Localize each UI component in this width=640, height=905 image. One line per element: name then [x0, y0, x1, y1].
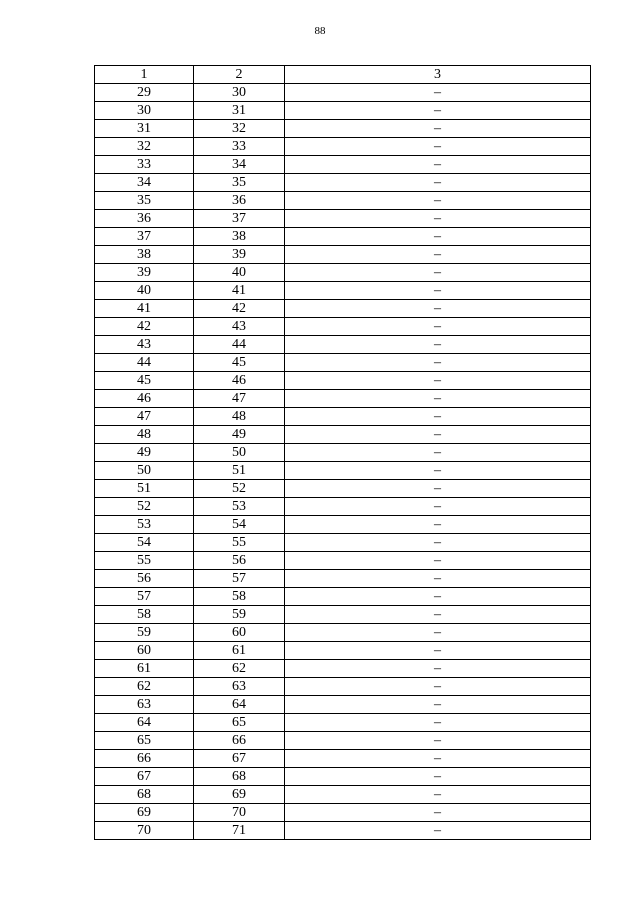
- table-cell-col-2: 38: [194, 228, 285, 246]
- table-cell-col-1: 45: [95, 372, 194, 390]
- table-cell-col-2: 61: [194, 642, 285, 660]
- table-row: [95, 336, 591, 354]
- table-cell-col-1: 34: [95, 174, 194, 192]
- table-cell-col-2: 60: [194, 624, 285, 642]
- table-cell-col-3: –: [285, 624, 591, 642]
- table-cell-col-1: 48: [95, 426, 194, 444]
- table-row: [95, 282, 591, 300]
- table-cell-col-3: –: [285, 768, 591, 786]
- table-cell-col-2: 58: [194, 588, 285, 606]
- table-cell-col-3: –: [285, 588, 591, 606]
- table-cell-col-2: 50: [194, 444, 285, 462]
- table-cell-col-1: 54: [95, 534, 194, 552]
- table-cell-col-3: –: [285, 534, 591, 552]
- table-row: [95, 390, 591, 408]
- table-cell-col-1: 35: [95, 192, 194, 210]
- table-cell-col-3: –: [285, 480, 591, 498]
- table-cell-col-1: 52: [95, 498, 194, 516]
- table-row: [95, 210, 591, 228]
- table-cell-col-3: –: [285, 102, 591, 120]
- table-cell-col-2: 63: [194, 678, 285, 696]
- table-cell-col-3: –: [285, 372, 591, 390]
- table-cell-col-1: 32: [95, 138, 194, 156]
- table-row: [95, 246, 591, 264]
- table-row: [95, 732, 591, 750]
- table-cell-col-2: 30: [194, 84, 285, 102]
- table-row: [95, 786, 591, 804]
- table-row: [95, 480, 591, 498]
- table-cell-col-2: 68: [194, 768, 285, 786]
- table-cell-col-3: –: [285, 696, 591, 714]
- table-cell-col-1: 37: [95, 228, 194, 246]
- table-row: [95, 498, 591, 516]
- table-row: [95, 84, 591, 102]
- table-cell-col-2: 36: [194, 192, 285, 210]
- column-header-2: 2: [194, 66, 285, 84]
- table-row: [95, 534, 591, 552]
- table-row: [95, 426, 591, 444]
- table-cell-col-2: 53: [194, 498, 285, 516]
- table-row: [95, 192, 591, 210]
- page-number: 88: [314, 25, 326, 37]
- table-cell-col-3: –: [285, 660, 591, 678]
- table-cell-col-1: 57: [95, 588, 194, 606]
- table-cell-col-2: 42: [194, 300, 285, 318]
- table-cell-col-2: 34: [194, 156, 285, 174]
- table-cell-col-3: –: [285, 462, 591, 480]
- table-cell-col-1: 44: [95, 354, 194, 372]
- table-cell-col-2: 39: [194, 246, 285, 264]
- table-cell-col-2: 48: [194, 408, 285, 426]
- table-cell-col-2: 52: [194, 480, 285, 498]
- table-cell-col-1: 56: [95, 570, 194, 588]
- table-row: [95, 570, 591, 588]
- table-cell-col-1: 64: [95, 714, 194, 732]
- table-cell-col-1: 67: [95, 768, 194, 786]
- table-cell-col-1: 42: [95, 318, 194, 336]
- table-cell-col-2: 47: [194, 390, 285, 408]
- table-cell-col-3: –: [285, 156, 591, 174]
- table-cell-col-2: 40: [194, 264, 285, 282]
- table-cell-col-2: 46: [194, 372, 285, 390]
- table-cell-col-2: 67: [194, 750, 285, 768]
- table-row: [95, 318, 591, 336]
- table-row: [95, 354, 591, 372]
- table-header-row: [95, 66, 591, 84]
- table-cell-col-2: 64: [194, 696, 285, 714]
- table-cell-col-3: –: [285, 282, 591, 300]
- table-cell-col-1: 69: [95, 804, 194, 822]
- table-cell-col-2: 65: [194, 714, 285, 732]
- table-cell-col-1: 41: [95, 300, 194, 318]
- table-cell-col-2: 33: [194, 138, 285, 156]
- table-row: [95, 624, 591, 642]
- table-row: [95, 768, 591, 786]
- table-row: [95, 588, 591, 606]
- table-cell-col-1: 33: [95, 156, 194, 174]
- table-cell-col-2: 69: [194, 786, 285, 804]
- table-cell-col-3: –: [285, 210, 591, 228]
- table-cell-col-2: 32: [194, 120, 285, 138]
- table-cell-col-3: –: [285, 570, 591, 588]
- table-row: [95, 156, 591, 174]
- table-row: [95, 102, 591, 120]
- table-cell-col-1: 39: [95, 264, 194, 282]
- table-row: [95, 552, 591, 570]
- table-row: [95, 228, 591, 246]
- table-cell-col-1: 31: [95, 120, 194, 138]
- table-cell-col-3: –: [285, 732, 591, 750]
- table-cell-col-1: 38: [95, 246, 194, 264]
- table-row: [95, 408, 591, 426]
- table-cell-col-1: 62: [95, 678, 194, 696]
- table-cell-col-2: 56: [194, 552, 285, 570]
- table-cell-col-2: 70: [194, 804, 285, 822]
- table-cell-col-2: 55: [194, 534, 285, 552]
- table-cell-col-3: –: [285, 120, 591, 138]
- column-header-1: 1: [95, 66, 194, 84]
- table-cell-col-3: –: [285, 174, 591, 192]
- table-row: [95, 678, 591, 696]
- table-cell-col-2: 35: [194, 174, 285, 192]
- table-cell-col-1: 70: [95, 822, 194, 840]
- table-cell-col-2: 31: [194, 102, 285, 120]
- table-cell-col-3: –: [285, 228, 591, 246]
- table-cell-col-2: 59: [194, 606, 285, 624]
- table-cell-col-3: –: [285, 408, 591, 426]
- table-cell-col-2: 62: [194, 660, 285, 678]
- table-cell-col-2: 45: [194, 354, 285, 372]
- table-cell-col-2: 49: [194, 426, 285, 444]
- table-cell-col-3: –: [285, 678, 591, 696]
- table-cell-col-1: 51: [95, 480, 194, 498]
- table-cell-col-1: 40: [95, 282, 194, 300]
- table-cell-col-2: 54: [194, 516, 285, 534]
- table-cell-col-1: 60: [95, 642, 194, 660]
- table-row: [95, 804, 591, 822]
- table-cell-col-1: 61: [95, 660, 194, 678]
- table-cell-col-2: 41: [194, 282, 285, 300]
- table-cell-col-3: –: [285, 822, 591, 840]
- table-cell-col-3: –: [285, 264, 591, 282]
- table-cell-col-3: –: [285, 336, 591, 354]
- table-cell-col-1: 49: [95, 444, 194, 462]
- table-row: [95, 300, 591, 318]
- table-cell-col-2: 51: [194, 462, 285, 480]
- table-cell-col-1: 43: [95, 336, 194, 354]
- table-cell-col-3: –: [285, 606, 591, 624]
- table-cell-col-3: –: [285, 354, 591, 372]
- table-cell-col-1: 30: [95, 102, 194, 120]
- table-cell-col-2: 37: [194, 210, 285, 228]
- table-cell-col-1: 68: [95, 786, 194, 804]
- table-row: [95, 120, 591, 138]
- table-cell-col-3: –: [285, 318, 591, 336]
- data-table: [94, 65, 591, 840]
- table-cell-col-3: –: [285, 300, 591, 318]
- table-cell-col-3: –: [285, 786, 591, 804]
- table-header: [95, 66, 591, 84]
- table-row: [95, 174, 591, 192]
- table-cell-col-3: –: [285, 84, 591, 102]
- table-cell-col-3: –: [285, 552, 591, 570]
- table-cell-col-3: –: [285, 444, 591, 462]
- table-cell-col-1: 65: [95, 732, 194, 750]
- table-body: [95, 84, 591, 840]
- table-cell-col-3: –: [285, 642, 591, 660]
- table-cell-col-1: 59: [95, 624, 194, 642]
- table-row: [95, 750, 591, 768]
- table-cell-col-3: –: [285, 498, 591, 516]
- table-cell-col-3: –: [285, 138, 591, 156]
- table-row: [95, 714, 591, 732]
- table-cell-col-2: 57: [194, 570, 285, 588]
- table-row: [95, 606, 591, 624]
- table-row: [95, 696, 591, 714]
- table-cell-col-1: 50: [95, 462, 194, 480]
- table-row: [95, 462, 591, 480]
- table-cell-col-2: 71: [194, 822, 285, 840]
- table-cell-col-3: –: [285, 714, 591, 732]
- table-cell-col-1: 47: [95, 408, 194, 426]
- table-cell-col-3: –: [285, 192, 591, 210]
- table-cell-col-1: 53: [95, 516, 194, 534]
- table-cell-col-3: –: [285, 426, 591, 444]
- table-row: [95, 642, 591, 660]
- column-header-3: 3: [285, 66, 591, 84]
- table-cell-col-2: 66: [194, 732, 285, 750]
- table-cell-col-3: –: [285, 750, 591, 768]
- table-cell-col-1: 55: [95, 552, 194, 570]
- table-cell-col-1: 46: [95, 390, 194, 408]
- table-cell-col-1: 63: [95, 696, 194, 714]
- table-row: [95, 660, 591, 678]
- table-cell-col-1: 66: [95, 750, 194, 768]
- table-row: [95, 372, 591, 390]
- table-cell-col-1: 36: [95, 210, 194, 228]
- table-row: [95, 138, 591, 156]
- table-cell-col-1: 29: [95, 84, 194, 102]
- table-cell-col-3: –: [285, 804, 591, 822]
- table-cell-col-2: 44: [194, 336, 285, 354]
- table-cell-col-3: –: [285, 390, 591, 408]
- table-row: [95, 444, 591, 462]
- table-cell-col-3: –: [285, 246, 591, 264]
- table-row: [95, 264, 591, 282]
- table-cell-col-1: 58: [95, 606, 194, 624]
- table-row: [95, 822, 591, 840]
- table-cell-col-2: 43: [194, 318, 285, 336]
- table-cell-col-3: –: [285, 516, 591, 534]
- table-row: [95, 516, 591, 534]
